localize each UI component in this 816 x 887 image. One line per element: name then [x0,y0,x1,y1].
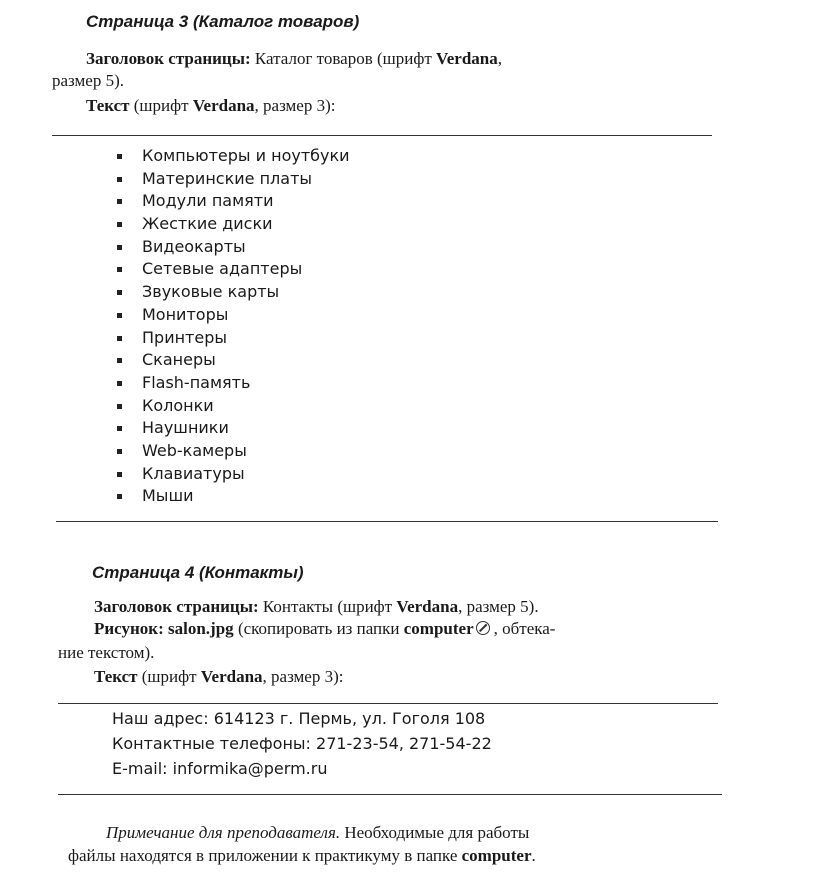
bullet-icon [117,472,122,477]
catalog-item-label: Принтеры [142,327,227,347]
catalog-list-item [110,485,350,508]
teacher-note-line2 [68,845,536,867]
page4-heading-label: Заголовок страницы: [94,597,259,616]
page3-text-label: Текст [86,96,130,115]
page4-image-line2: ние текстом). [58,643,155,662]
page4-heading-text-b: , размер 5). [458,597,539,616]
contact-address: Наш адрес: 614123 г. Пермь, ул. Гоголя 108 [112,709,486,728]
teacher-note-folder: computer [461,846,532,865]
bullet-icon [117,290,122,295]
catalog-item-label: Наушники [142,418,229,438]
catalog-list-item [110,304,350,327]
page3-heading-line2: размер 5). [52,71,124,90]
page4-text-b: , размер 3): [262,667,344,686]
bullet-icon [117,494,122,499]
catalog-item-label: Модули памяти [142,191,274,211]
bullet-icon [117,404,122,409]
catalog-list-item [110,327,350,350]
page3-title: Страница 3 (Каталог товаров) [86,12,360,31]
page3-text-spec [86,95,336,117]
disc-folder-icon [476,621,490,635]
contact-email: E-mail: informika@perm.ru [112,759,328,778]
catalog-item-label: Звуковые карты [142,282,280,302]
catalog-item-label: Колонки [142,395,214,415]
page3-heading-text-a: Каталог товаров (шрифт [250,49,437,68]
catalog-list [110,145,350,508]
page4-top-rule [58,703,718,704]
page3-text-font: Verdana [192,96,255,115]
catalog-item-label: Видеокарты [142,236,246,256]
catalog-list-item [110,145,350,168]
bullet-icon [117,177,122,182]
bullet-icon [117,267,122,272]
contact-phones: Контактные телефоны: 271-23-54, 271-54-22 [112,734,492,753]
bullet-icon [117,358,122,363]
catalog-list-item [110,463,350,486]
catalog-list-item [110,213,350,236]
catalog-item-label: Мыши [142,486,194,506]
teacher-note-text-c: . [531,846,536,865]
catalog-list-item [110,417,350,440]
teacher-note-line1 [106,822,529,844]
page4-heading-line [94,596,539,618]
catalog-item-label: Web-камеры [142,440,247,460]
page4-bottom-rule [58,794,722,795]
bullet-icon [117,449,122,454]
catalog-item-label: Жесткие диски [142,214,273,234]
page4-image-text-b: , обтека- [493,619,556,638]
catalog-list-item [110,440,350,463]
catalog-item-label: Flash-память [142,372,251,392]
page3-top-rule [52,135,712,136]
page4-text-a: (шрифт [137,667,201,686]
bullet-icon [117,426,122,431]
page4-image-file: salon.jpg [163,619,234,638]
bullet-icon [117,313,122,318]
bullet-icon [117,245,122,250]
bullet-icon [117,381,122,386]
page3-heading-line1 [86,48,502,70]
page4-heading-text-a: Контакты (шрифт [258,597,397,616]
catalog-item-label: Материнские платы [142,168,313,188]
catalog-item-label: Сканеры [142,350,216,370]
catalog-item-label: Сетевые адаптеры [142,259,303,279]
catalog-list-item [110,395,350,418]
catalog-item-label: Клавиатуры [142,463,245,483]
bullet-icon [117,222,122,227]
catalog-list-item [110,281,350,304]
page4-image-text-a: (скопировать из папки [233,619,404,638]
page3-text-a: (шрифт [129,96,193,115]
catalog-list-item [110,349,350,372]
catalog-list-item [110,372,350,395]
catalog-list-item [110,190,350,213]
page4-text-spec [94,666,344,688]
page4-title: Страница 4 (Контакты) [92,563,304,582]
teacher-note-text-a: Необходимые для работы [340,823,530,842]
page4-image-folder: computer [403,619,474,638]
catalog-list-item [110,168,350,191]
page3-bottom-rule [56,521,718,522]
page4-text-label: Текст [94,667,138,686]
page3-heading-text-b: , [497,49,503,68]
catalog-item-label: Компьютеры и ноутбуки [142,146,350,165]
catalog-item-label: Мониторы [142,304,229,324]
page4-image-label: Рисунок: [94,619,164,638]
page4-heading-font: Verdana [396,597,459,616]
page4-text-font: Verdana [200,667,263,686]
page4-image-line1 [94,618,555,640]
bullet-icon [117,199,122,204]
page3-heading-font: Verdana [436,49,498,68]
page3-heading-label: Заголовок страницы: [86,49,251,68]
teacher-note-text-b: файлы находятся в приложении к практикуму в папке [68,846,462,865]
teacher-note-label: Примечание для преподавателя. [106,823,341,842]
bullet-icon [117,336,122,341]
bullet-icon [117,154,122,159]
catalog-list-item [110,258,350,281]
page3-text-b: , размер 3): [254,96,336,115]
catalog-list-item [110,236,350,259]
